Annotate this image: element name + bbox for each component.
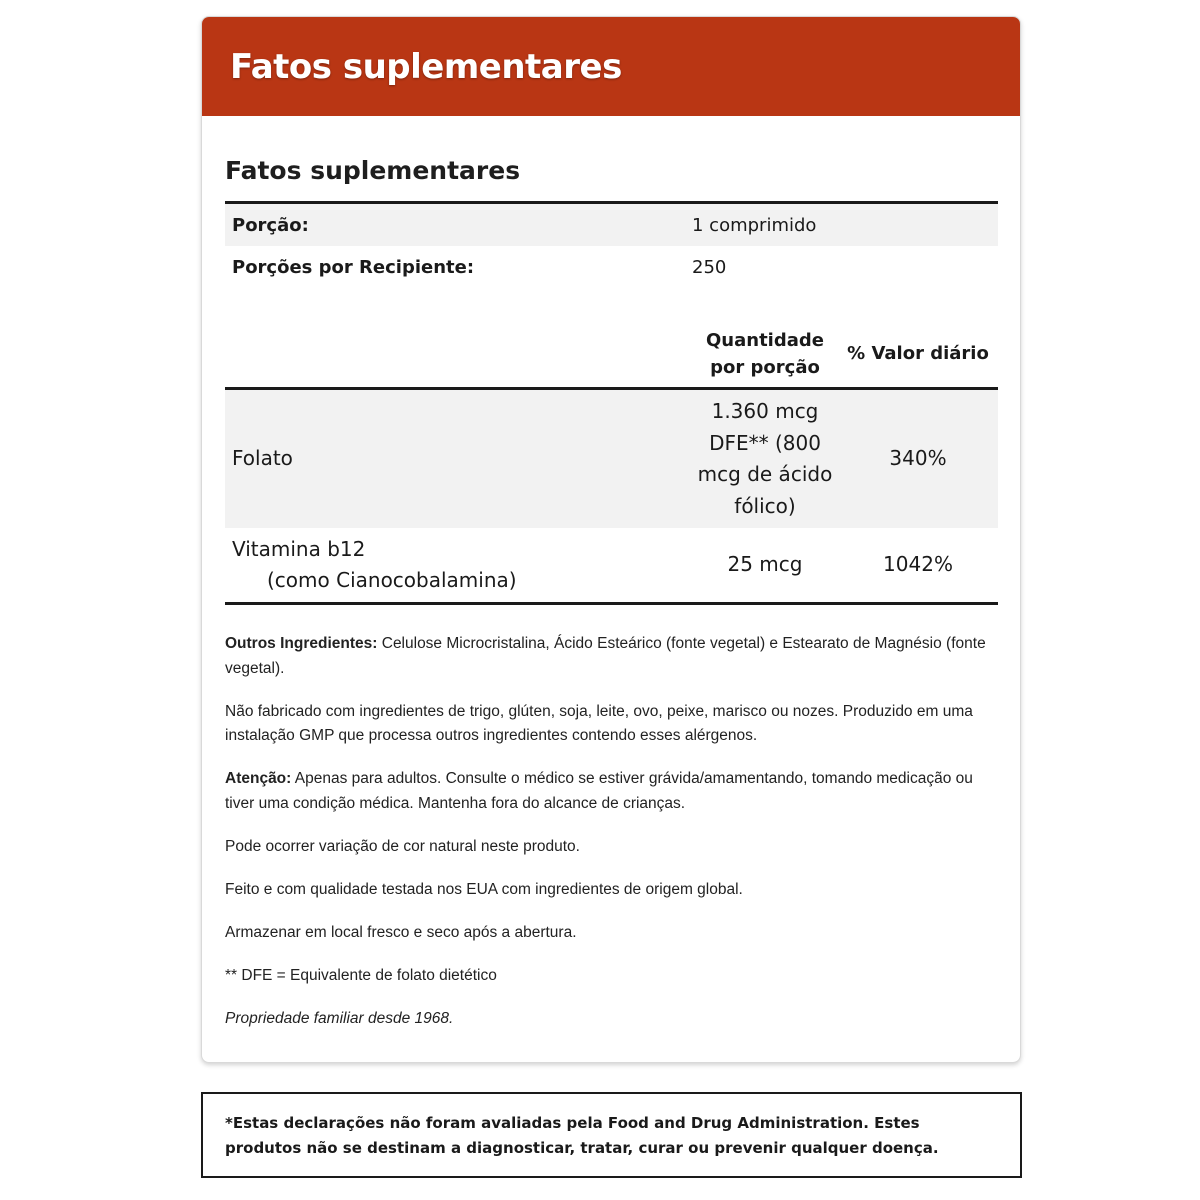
storage-note: Armazenar em local fresco e seco após a abertura.: [225, 923, 577, 941]
fda-disclaimer: *Estas declarações não foram avaliadas pela Food and Drug Administration. Estes produtos não se destinam a diagnosticar, tratar, curar ou prevenir qualquer doença.: [201, 1092, 1022, 1178]
nutrient-amount: 1.360 mcg DFE** (800 mcg de ácido fólico): [697, 399, 833, 518]
serving-size-value: 1 comprimido: [692, 214, 817, 236]
nutrient-subname: (como Cianocobalamina): [267, 568, 517, 592]
supplement-facts-card: [201, 16, 1021, 1063]
servings-per-container-row: [225, 246, 998, 288]
column-header-daily-value: % Valor diário: [847, 343, 989, 364]
serving-size-row: [225, 204, 998, 246]
dfe-footnote: ** DFE = Equivalente de folato dietético: [225, 966, 497, 984]
servings-per-container-value: 250: [692, 256, 727, 278]
other-ingredients: [225, 632, 998, 681]
supplement-facts-panel: [225, 116, 998, 1050]
column-header-row: [225, 320, 998, 390]
facts-table: [225, 201, 998, 605]
nutrient-name-cell: [225, 534, 692, 597]
family-owned-note: Propriedade familiar desde 1968.: [225, 1009, 454, 1027]
nutrient-amount: 25 mcg: [727, 552, 803, 577]
label-notes: [225, 632, 998, 1031]
other-ingredients-text: Celulose Microcristalina, Ácido Esteárico (fonte vegetal) e Estearato de Magnésio (fonte vegetal).: [225, 635, 986, 677]
card-header: [202, 17, 1020, 116]
warning: [225, 767, 998, 816]
nutrient-row-folate: [225, 390, 998, 528]
panel-title: Fatos suplementares: [225, 156, 521, 185]
column-header-amount: Quantidade por porção: [706, 329, 824, 378]
servings-per-container-label: Porções por Recipiente:: [232, 256, 475, 278]
nutrient-row-vitamin-b12: [225, 528, 998, 605]
card-header-title: Fatos suplementares: [230, 46, 622, 87]
nutrient-name: Folato: [232, 446, 293, 471]
other-ingredients-label: Outros Ingredientes:: [225, 635, 378, 652]
nutrient-daily-value: 1042%: [883, 552, 953, 577]
nutrient-name: Vitamina b12: [232, 536, 366, 561]
allergen-statement: Não fabricado com ingredientes de trigo, glúten, soja, leite, ovo, peixe, marisco ou nozes. Produzido em uma instalação GMP que processa outros ingredientes contendo esses alérgenos.: [225, 702, 973, 744]
spacer: [225, 288, 998, 320]
warning-label: Atenção:: [225, 770, 292, 787]
color-variation-note: Pode ocorrer variação de cor natural neste produto.: [225, 837, 580, 855]
warning-text: Apenas para adultos. Consulte o médico se estiver grávida/amamentando, tomando medicação ou tiver uma condição médica. Mantenha fora do alcance de crianças.: [225, 770, 973, 812]
made-in-note: Feito e com qualidade testada nos EUA com ingredientes de origem global.: [225, 880, 743, 898]
nutrient-daily-value: 340%: [889, 446, 947, 471]
serving-size-label: Porção:: [232, 214, 309, 236]
nutrient-name-cell: [225, 443, 692, 475]
